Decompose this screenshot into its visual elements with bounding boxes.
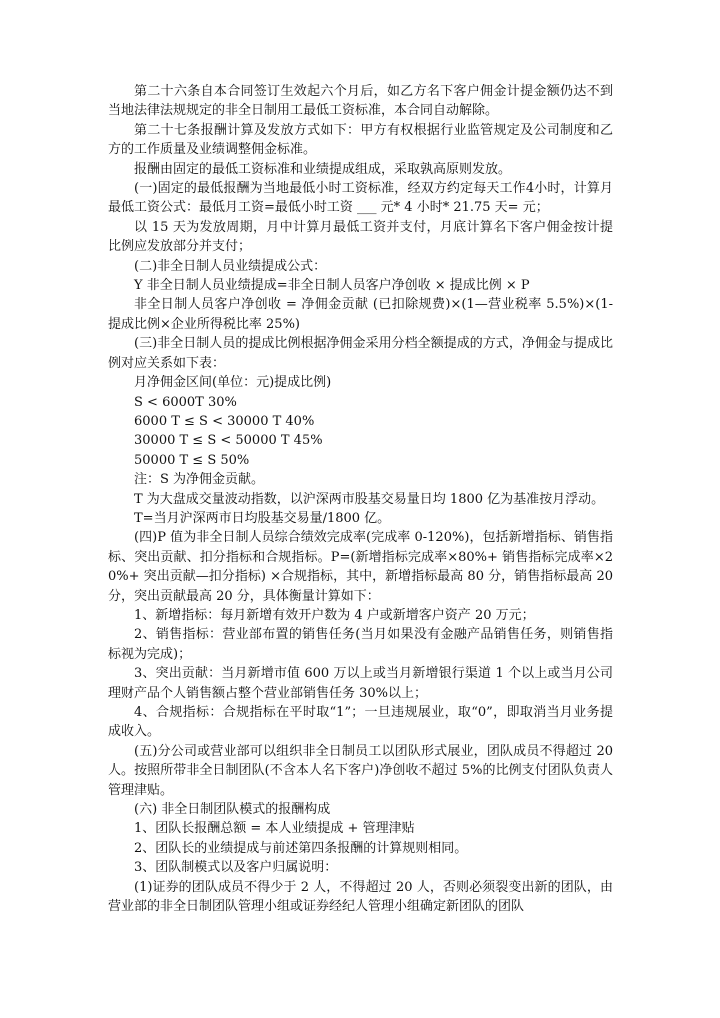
table-row-line: 50000 T ≤ S 50% <box>134 452 250 468</box>
list-item: 2、销售指标：营业部布置的销售任务(当月如果没有金融产品销售任务，则销售指标视为完成)； <box>108 627 613 662</box>
list-item: 3、团队制模式以及客户归属说明： <box>134 860 338 876</box>
paragraph: T 为大盘成交量波动指数，以沪深两市股基交易量日均 1800 亿为基准按月浮动。 <box>134 491 605 507</box>
formula-line: 非全日制人员客户净创收 = 净佣金贡献 (已扣除规费)×(1—营业税率 5.5%)×(1-提成比例×企业所得税比率 25%) <box>108 297 613 332</box>
section-heading: (六) 非全日制团队模式的报酬构成 <box>134 802 331 818</box>
list-item: 1、团队长报酬总额 = 本人业绩提成 + 管理津贴 <box>134 821 415 837</box>
paragraph: (四)P 值为非全日制人员综合绩效完成率(完成率 0-120%)，包括新增指标、销售指标、突出贡献、扣分指标和合规指标。P=(新增指标完成率×80%+ 销售指标完成率×20%+ 突出贡献—扣分指标) ×合规指标，其中，新增指标最高 80 分，销售指标最高 20 分，突出贡献最高 20 分，具体衡量计算如下： <box>108 530 613 604</box>
table-row-line: 30000 T ≤ S < 50000 T 45% <box>134 433 323 449</box>
paragraph: 报酬由固定的最低工资标准和业绩提成组成，采取孰高原则发放。 <box>134 161 512 177</box>
paragraph: (1)证券的团队成员不得少于 2 人，不得超过 20 人，否则必须裂变出新的团队，由营业部的非全日制团队管理小组或证券经纪人管理小组确定新团队的团队 <box>108 879 613 915</box>
paragraph: 第二十六条自本合同签订生效起六个月后，如乙方名下客户佣金计提金额仍达不到当地法律法规规定的非全日制用工最低工资标准，本合同自动解除。 <box>108 84 613 119</box>
table-row-line: S < 6000T 30% <box>134 394 237 410</box>
table-header-line: 月净佣金区间(单位：元)提成比例) <box>134 375 332 391</box>
formula-line: Y 非全日制人员业绩提成=非全日制人员客户净创收 × 提成比例 × P <box>134 278 530 294</box>
paragraph: (三)非全日制人员的提成比例根据净佣金采用分档全额提成的方式，净佣金与提成比例对应关系如下表： <box>108 336 613 371</box>
document-body <box>108 82 613 916</box>
table-row-line: 6000 T ≤ S < 30000 T 40% <box>134 413 315 429</box>
list-item: 3、突出贡献：当月新增市值 600 万以上或当月新增银行渠道 1 个以上或当月公司理财产品个人销售额占整个营业部销售任务 30%以上； <box>108 666 613 701</box>
list-item: 1、新增指标：每月新增有效开户数为 4 户或新增客户资产 20 万元； <box>134 607 535 623</box>
list-item: 2、团队长的业绩提成与前述第四条报酬的计算规则相同。 <box>134 840 468 856</box>
section-heading: (二)非全日制人员业绩提成公式： <box>134 258 327 274</box>
paragraph: 第二十七条报酬计算及发放方式如下：甲方有权根据行业监管规定及公司制度和乙方的工作质量及业绩调整佣金标准。 <box>108 122 613 158</box>
list-item: 4、合规指标：合规指标在平时取“1”；一旦违规展业，取“0”，即取消当月业务提成收入。 <box>108 705 613 740</box>
paragraph: 以 15 天为发放周期，月中计算月最低工资并支付，月底计算名下客户佣金按计提比例应发放部分并支付； <box>108 219 613 255</box>
note-line: 注：S 为净佣金贡献。 <box>134 472 265 488</box>
paragraph: (一)固定的最低报酬为当地最低小时工资标准，经双方约定每天工作4小时，计算月最低工资公式：最低月工资=最低小时工资 ___ 元* 4 小时* 21.75 天= 元； <box>108 181 613 216</box>
paragraph: (五)分公司或营业部可以组织非全日制员工以团队形式展业，团队成员不得超过 20 人。按照所带非全日制团队(不含本人名下客户)净创收不超过 5%的比例支付团队负责人管理津贴。 <box>108 743 613 798</box>
formula-line: T=当月沪深两市日均股基交易量/1800 亿。 <box>134 510 391 526</box>
